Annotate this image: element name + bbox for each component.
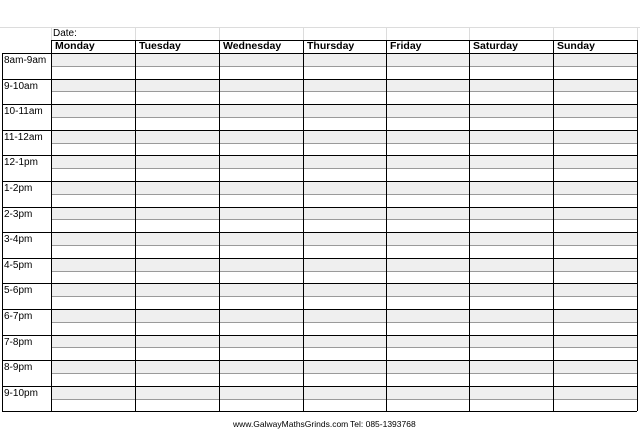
slot-shaded-band [52,259,637,271]
time-slot-label: 5-6pm [4,285,33,297]
slot-shaded-band [52,208,637,220]
time-slot-label: 7-8pm [4,336,33,348]
faint-gridline [553,27,554,40]
slot-shaded-band [52,80,637,92]
day-header-saturday: Saturday [473,40,518,52]
slot-shaded-band [52,310,637,322]
slot-divider-line [2,155,637,156]
time-slot-label: 9-10pm [4,387,38,399]
slot-shaded-band [52,284,637,296]
half-row-line [51,194,637,195]
faint-gridline [51,27,52,40]
slot-divider-line [2,104,637,105]
half-row-line [51,143,637,144]
half-row-line [51,322,637,323]
half-row-line [51,66,637,67]
slot-shaded-band [52,361,637,373]
slot-shaded-band [52,387,637,399]
time-slot-label: 2-3pm [4,208,33,220]
slot-shaded-band [52,131,637,143]
column-divider-line [135,40,136,411]
slot-shaded-band [52,156,637,168]
slot-divider-line [2,258,637,259]
time-slot-label: 4-5pm [4,259,33,271]
faint-gridline [135,27,136,40]
half-row-line [51,219,637,220]
half-row-line [51,91,637,92]
half-row-line [51,296,637,297]
slot-shaded-band [52,233,637,245]
half-row-line [51,271,637,272]
column-divider-line [553,40,554,411]
column-divider-line [219,40,220,411]
column-divider-line [303,40,304,411]
slot-divider-line [2,130,637,131]
day-header-sunday: Sunday [557,40,595,52]
header-bottom-line [2,53,637,54]
time-slot-label: 11-12am [4,131,43,143]
slot-divider-line [2,79,637,80]
slot-shaded-band [52,336,637,348]
time-slot-label: 1-2pm [4,183,33,194]
faint-gridline [469,27,470,40]
day-header-friday: Friday [390,40,422,52]
half-row-line [51,373,637,374]
half-row-line [51,399,637,400]
slot-divider-line [2,335,637,336]
column-divider-line [51,40,52,411]
column-divider-line [386,40,387,411]
footer-phone: Tel: 085-1393768 [350,419,416,429]
slot-divider-line [2,207,637,208]
column-divider-line [469,40,470,411]
half-row-line [51,117,637,118]
slot-divider-line [2,283,637,284]
day-header-monday: Monday [55,40,95,52]
time-slot-label: 8-9pm [4,362,33,374]
faint-gridline [0,27,640,28]
slot-shaded-band [52,105,637,117]
half-row-line [51,347,637,348]
faint-gridline [219,27,220,40]
time-slot-label: 8am-9am [4,55,47,66]
table-left-edge [2,53,3,411]
slot-divider-line [2,309,637,310]
time-slot-label: 12-1pm [4,157,38,169]
slot-divider-line [2,411,637,412]
slot-divider-line [2,360,637,361]
slot-divider-line [2,386,637,387]
time-slot-label: 3-4pm [4,234,33,246]
slot-divider-line [2,181,637,182]
half-row-line [51,245,637,246]
faint-gridline [637,27,638,40]
faint-gridline [303,27,304,40]
slot-divider-line [2,232,637,233]
slot-shaded-band [52,54,637,66]
slot-shaded-band [52,182,637,194]
day-header-tuesday: Tuesday [139,40,181,52]
faint-gridline [386,27,387,40]
column-divider-line [637,40,638,411]
date-label: Date: [53,28,77,39]
day-header-wednesday: Wednesday [223,40,282,52]
time-slot-label: 6-7pm [4,311,33,322]
half-row-line [51,168,637,169]
time-slot-label: 9-10am [4,80,38,92]
footer-website: www.GalwayMathsGrinds.com [233,419,349,429]
day-header-thursday: Thursday [307,40,355,52]
time-slot-label: 10-11am [4,106,43,118]
